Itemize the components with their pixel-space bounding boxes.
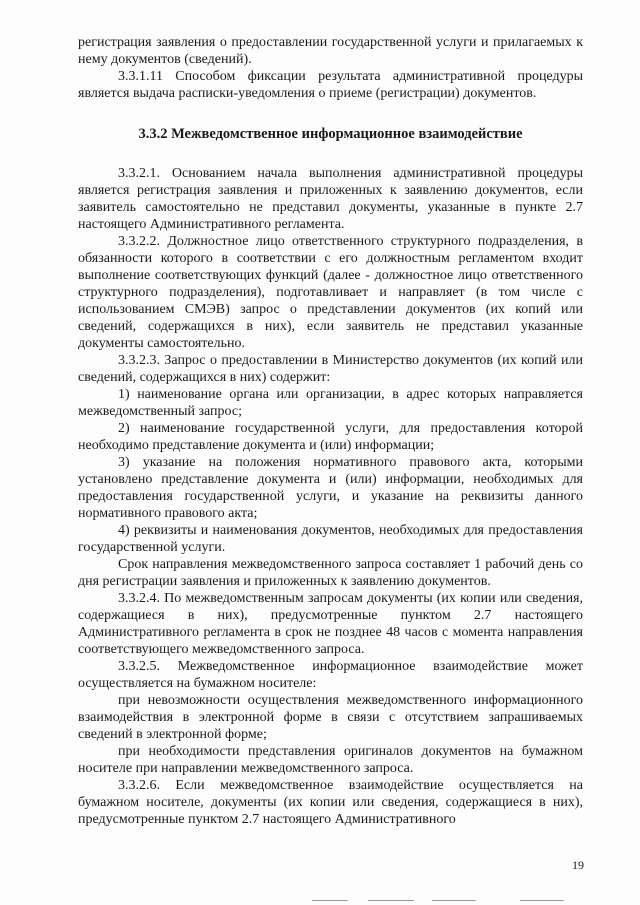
paragraph-3-3-2-5: 3.3.2.5. Межведомственное информационное взаимодействие может осуществляется на бумажном носителе: bbox=[78, 659, 583, 691]
paragraph-3-3-2-3: 3.3.2.3. Запрос о предоставлении в Министерство документов (их копий или сведений, содержащихся в них) содержит: bbox=[78, 353, 583, 385]
list-item-4: 4) реквизиты и наименования документов, необходимых для предоставления государственной услуги. bbox=[78, 523, 583, 555]
scan-artifact-line bbox=[368, 900, 414, 901]
paragraph-3-3-2-1: 3.3.2.1. Основанием начала выполнения административной процедуры является регистрация заявления и приложенных к заявлению документов, если заявитель самостоятельно не представил документы, указанные в пункте 2.7 настоящего Административного регламента. bbox=[78, 166, 583, 232]
paragraph-3-3-2-4: 3.3.2.4. По межведомственным запросам документы (их копии или сведения, содержащиеся в них), предусмотренные пунктом 2.7 настоящего Административного регламента в срок не позднее 48 часов с момента направления соответствующего межведомственного запроса. bbox=[78, 591, 583, 657]
document-body bbox=[78, 34, 583, 828]
paragraph-3-3-2-2: 3.3.2.2. Должностное лицо ответственного структурного подразделения, в обязанности которого в соответствии с его должностным регламентом входит выполнение соответствующих функций (далее - должностное лицо ответственного структурного подразделения), подготавливает и направляет (в том числе с использованием СМЭВ) запрос о представлении документов (их копий или сведений, содержащихся в них), если заявитель не представил указанные документы самостоятельно. bbox=[78, 234, 583, 351]
paragraph-paper-case-2: при необходимости представления оригиналов документов на бумажном носителе при направлении межведомственного запроса. bbox=[78, 744, 583, 776]
paragraph-continuation: регистрация заявления о предоставлении государственной услуги и прилагаемых к нему документов (сведений). bbox=[78, 35, 583, 67]
page-number: 19 bbox=[572, 858, 584, 872]
list-item-3: 3) указание на положения нормативного правового акта, которыми установлено представление документа и (или) информации, необходимых для предоставления государственной услуги, и указание на реквизиты данного нормативного правового акта; bbox=[78, 455, 583, 521]
paragraph-3-3-2-6: 3.3.2.6. Если межведомственное взаимодействие осуществляется на бумажном носителе, документы (их копии или сведения, содержащиеся в них), предусмотренные пунктом 2.7 настоящего Административного bbox=[78, 778, 583, 827]
section-heading: 3.3.2 Межведомственное информационное взаимодействие bbox=[138, 126, 523, 142]
paragraph-paper-case-1: при невозможности осуществления межведомственного информационного взаимодействия в электронной форме в связи с отсутствием запрашиваемых сведений в электронной форме; bbox=[78, 693, 583, 742]
scan-artifact-line bbox=[520, 900, 564, 901]
paragraph-3-3-1-11: 3.3.1.11 Способом фиксации результата административной процедуры является выдача расписки-уведомления о приеме (регистрации) документов. bbox=[78, 69, 583, 101]
list-item-1: 1) наименование органа или организации, в адрес которых направляется межведомственный запрос; bbox=[78, 387, 583, 419]
list-item-2: 2) наименование государственной услуги, для предоставления которой необходимо представление документа и (или) информации; bbox=[78, 421, 583, 453]
paragraph-request-deadline: Срок направления межведомственного запроса составляет 1 рабочий день со дня регистрации заявления и приложенных к заявлению документов. bbox=[78, 557, 583, 589]
scan-artifact-line bbox=[432, 900, 476, 901]
scan-artifact-line bbox=[312, 900, 348, 901]
